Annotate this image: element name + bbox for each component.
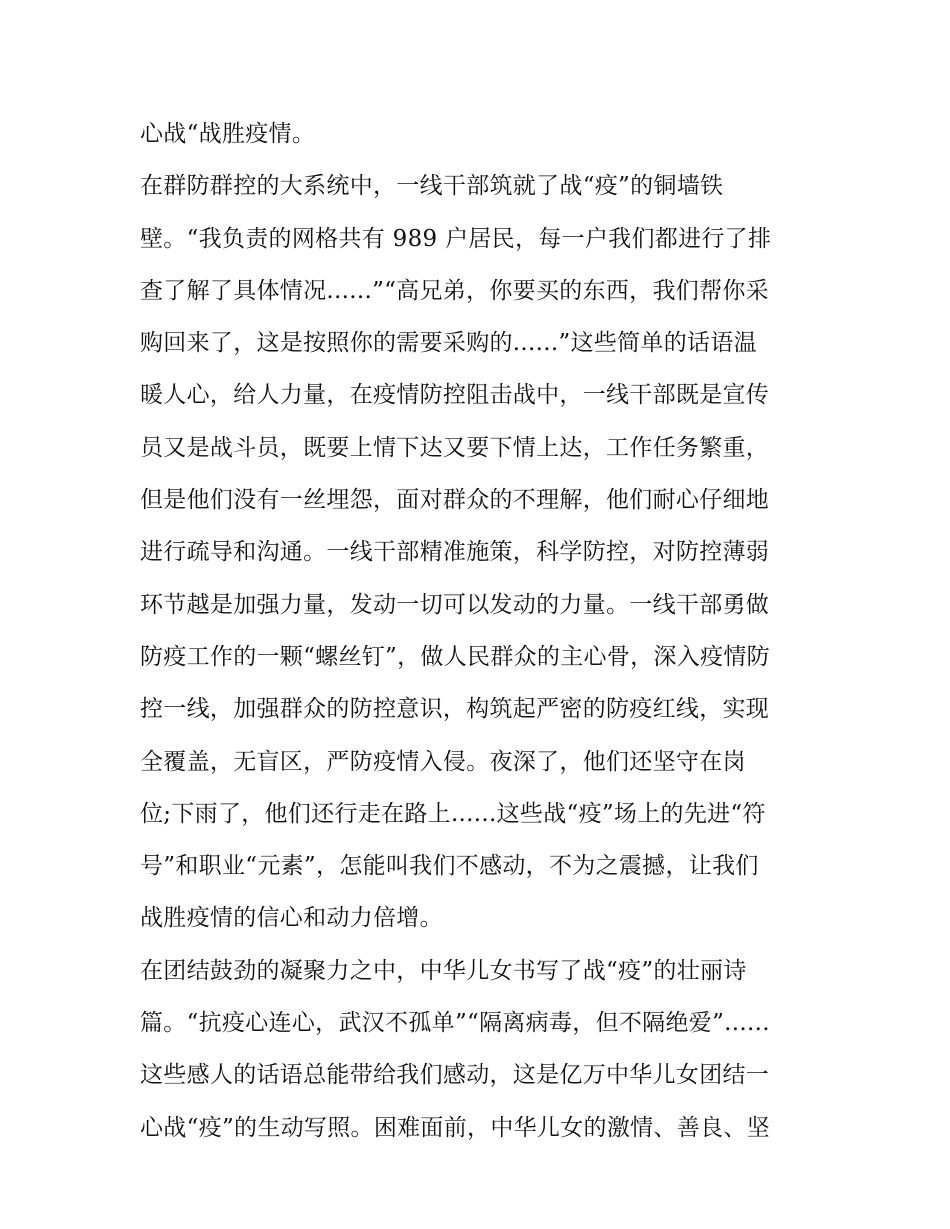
text-line: 在群防群控的大系统中，一线干部筑就了战“疫”的铜墙铁 [140,173,724,200]
text-line: 购回来了，这是按照你的需要采购的......”这些简单的话语温 [140,330,757,357]
text-line: 控一线，加强群众的防控意识，构筑起严密的防疫红线，实现 [140,696,770,723]
text-line: 全覆盖，无盲区，严防疫情入侵。夜深了，他们还坚守在岗 [140,748,746,775]
text-line: 防疫工作的一颗“螺丝钉”，做人民群众的主心骨，深入疫情防 [140,643,770,670]
text-line: 这些感人的话语总能带给我们感动，这是亿万中华儿女团结一 [140,1062,770,1089]
text-line: 进行疏导和沟通。一线干部精准施策，科学防控，对防控薄弱 [140,539,770,566]
text-line: 心战“战胜疫情。 [140,121,316,147]
text-line: 壁。“我负责的网格共有 989 户居民，每一户我们都进行了排 [140,225,772,252]
body-text [140,108,820,1154]
text-line: 暖人心，给人力量，在疫情防控阻击战中，一线干部既是宣传 [140,382,770,409]
text-line: 员又是战斗员，既要上情下达又要下情上达，工作任务繁重， [140,434,770,461]
text-line: 篇。“抗疫心连心，武汉不孤单”“隔离病毒，但不隔绝爱”...... [140,1010,770,1037]
text-line: 查了解了具体情况......”“高兄弟，你要买的东西，我们帮你采 [140,277,769,304]
text-line: 环节越是加强力量，发动一切可以发动的力量。一线干部勇做 [140,591,770,618]
text-line: 在团结鼓劲的凝聚力之中，中华儿女书写了战“疫”的壮丽诗 [140,957,747,984]
text-line: 心战“疫”的生动写照。困难面前，中华儿女的激情、善良、坚 [140,1114,770,1141]
text-line: 但是他们没有一丝埋怨，面对群众的不理解，他们耐心仔细地 [140,487,770,514]
text-line: 位;下雨了，他们还行走在路上......这些战“疫”场上的先进“符 [140,800,766,827]
text-line: 战胜疫情的信心和动力倍增。 [140,905,443,932]
text-line: 号”和职业“元素”，怎能叫我们不感动，不为之震撼，让我们 [140,853,759,880]
